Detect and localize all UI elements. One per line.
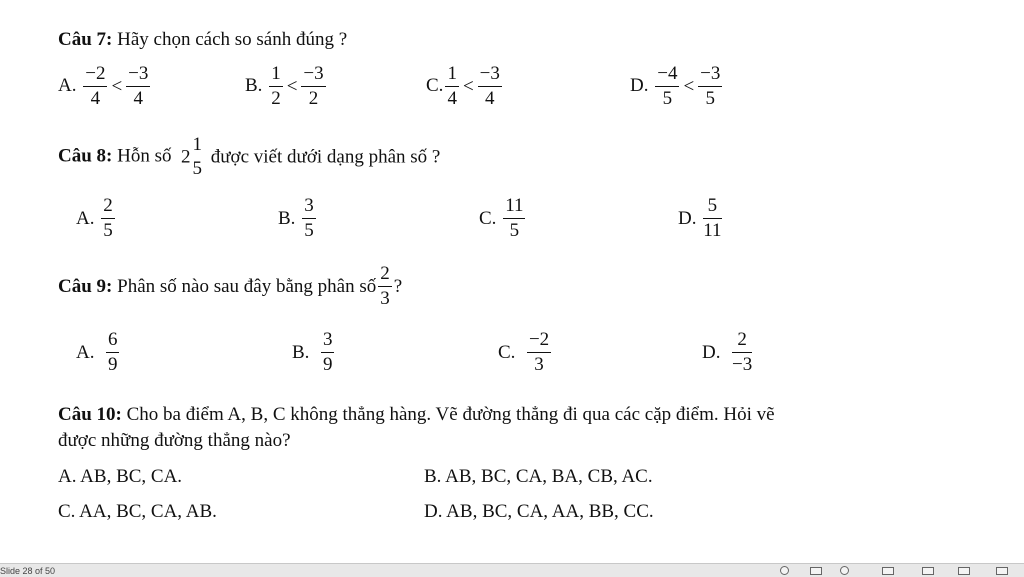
question-8-title	[58, 135, 440, 179]
mixed-number-whole: 2	[181, 146, 191, 168]
question-7-title	[58, 30, 347, 49]
question-9-title	[58, 264, 402, 309]
fraction: $\frac{1}{2}$	[271, 63, 281, 109]
q7-option-a	[58, 64, 152, 109]
option-label: B.	[245, 74, 263, 96]
fraction: $\frac{-3}{4}$	[128, 63, 149, 109]
option-label: D.	[630, 74, 649, 96]
option-label: B.	[278, 207, 296, 229]
option-label: A.	[76, 207, 95, 229]
fraction: $\frac{5}{11}$	[703, 195, 722, 241]
notes-icon[interactable]	[810, 567, 822, 575]
status-bar	[0, 563, 1024, 577]
fraction: $\frac{3}{9}$	[322, 329, 333, 375]
q9-option-b	[292, 330, 336, 375]
normal-view-icon[interactable]	[882, 567, 894, 575]
question-10-line2: được những đường thẳng nào?	[58, 430, 291, 451]
q7-option-d	[630, 64, 724, 109]
option-label: C.	[479, 207, 497, 229]
fraction: $\frac{3}{5}$	[304, 195, 314, 241]
option-label: A.	[76, 341, 95, 363]
comments-icon[interactable]	[840, 566, 849, 575]
q9-option-a	[76, 330, 121, 375]
q8-option-d	[678, 196, 724, 241]
q10-option-a: A. AB, BC, CA.	[58, 466, 183, 487]
option-label: C.	[426, 74, 444, 96]
slide-indicator: Slide 28 of 50	[0, 566, 56, 576]
q8-option-b	[278, 196, 318, 241]
fraction: $\frac{-3}{5}$	[700, 63, 721, 109]
q9-option-d	[702, 330, 754, 375]
question-10-prefix: Câu 10:	[58, 404, 122, 425]
question-9-text-before: Phân số nào sau đây bằng phân số	[117, 275, 377, 297]
fraction: $\frac{2}{-3}$	[731, 329, 753, 375]
operator: <	[286, 75, 298, 97]
question-10-title	[58, 405, 775, 424]
question-8-text-after: được viết dưới dạng phân số ?	[210, 146, 441, 168]
option-label: D.	[702, 341, 721, 363]
fraction: $\frac{-4}{5}$	[657, 63, 678, 109]
fraction: $\frac{11}{5}$	[505, 195, 524, 241]
fraction: $\frac{2}{3}$	[380, 263, 390, 309]
fraction: $\frac{1}{4}$	[447, 63, 457, 109]
fraction: $\frac{-3}{2}$	[303, 63, 324, 109]
slide-sorter-icon[interactable]	[922, 567, 934, 575]
fraction: $\frac{6}{9}$	[107, 329, 118, 375]
fraction: $\frac{-3}{4}$	[479, 63, 500, 109]
operator: <	[111, 75, 123, 97]
q10-option-c: C. AA, BC, CA, AB.	[58, 501, 217, 522]
question-8-prefix: Câu 8:	[58, 145, 113, 167]
option-label: C.	[498, 341, 516, 363]
fraction: $\frac{-2}{3}$	[528, 329, 550, 375]
q8-option-c	[479, 196, 527, 241]
question-10-line1: Cho ba điểm A, B, C không thẳng hàng. Vẽ đường thẳng đi qua các cặp điểm. Hỏi vẽ	[126, 404, 775, 425]
option-label: D.	[678, 207, 697, 229]
operator: <	[462, 75, 474, 97]
reading-view-icon[interactable]	[958, 567, 970, 575]
operator: <	[683, 75, 695, 97]
fraction: $\frac{2}{5}$	[103, 195, 113, 241]
q10-option-d: D. AB, BC, CA, AA, BB, CC.	[424, 501, 654, 522]
q7-option-b	[245, 64, 328, 109]
question-8-text-before: Hỗn số	[117, 145, 172, 167]
q10-option-b: B. AB, BC, CA, BA, CB, AC.	[424, 466, 653, 487]
question-7-text: Hãy chọn cách so sánh đúng ?	[117, 29, 348, 50]
question-9-prefix: Câu 9:	[58, 275, 113, 297]
question-7-prefix: Câu 7:	[58, 29, 113, 50]
fraction: $\frac{-2}{4}$	[85, 63, 106, 109]
option-label: A.	[58, 74, 77, 96]
q9-option-c	[498, 330, 553, 375]
q7-option-c	[426, 64, 504, 109]
q8-option-a	[76, 196, 117, 241]
mixed-number-fraction: 1 5	[192, 134, 202, 179]
slideshow-icon[interactable]	[996, 567, 1008, 575]
option-label: B.	[292, 341, 310, 363]
question-9-text-after: ?	[393, 275, 403, 297]
accessibility-icon[interactable]	[780, 566, 789, 575]
